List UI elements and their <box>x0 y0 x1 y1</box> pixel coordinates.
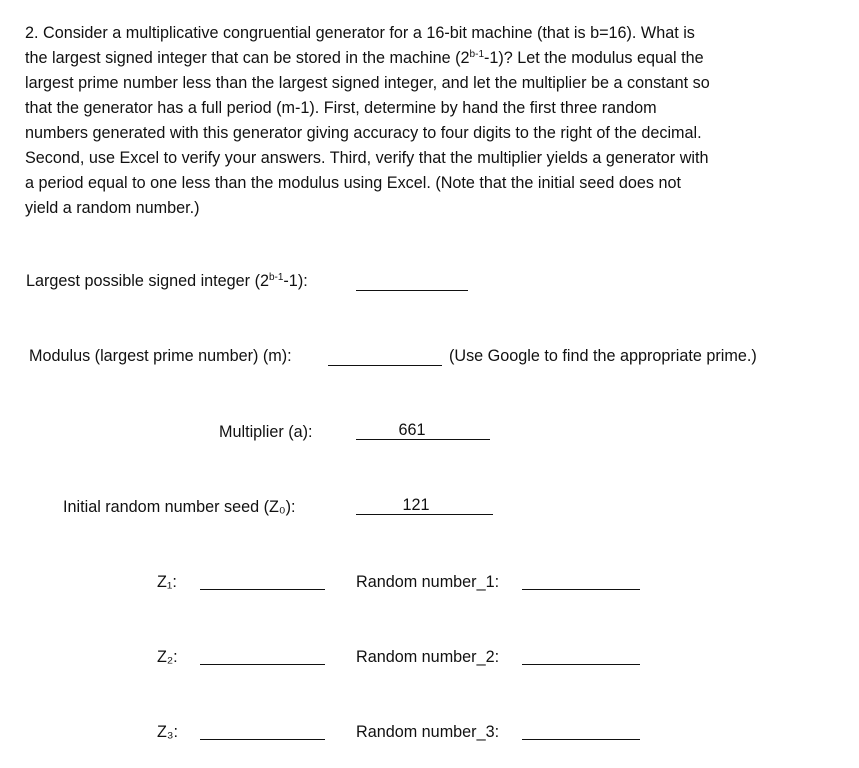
problem-number: 2. <box>25 24 39 42</box>
largest-int-blank[interactable] <box>356 290 468 291</box>
z3-label: Z₃: <box>157 723 178 741</box>
rn1-blank[interactable] <box>522 589 640 590</box>
problem-line-4: that the generator has a full period (m-1). First, determine by hand the first three random <box>25 99 657 117</box>
z1-blank[interactable] <box>200 589 325 590</box>
rn2-label: Random number_2: <box>356 648 500 666</box>
multiplier-label: Multiplier (a): <box>219 423 313 441</box>
z2-label: Z₂: <box>157 648 178 666</box>
z2-blank[interactable] <box>200 664 325 665</box>
z3-blank[interactable] <box>200 739 325 740</box>
rn3-label: Random number_3: <box>356 723 500 741</box>
seed-label: Initial random number seed (Z₀): <box>63 498 296 516</box>
problem-line-2-sup: b-1 <box>469 49 484 60</box>
largest-int-label: Largest possible signed integer (2$^{b-1}$-1): <box>26 272 308 290</box>
problem-line-5: numbers generated with this generator giving accuracy to four digits to the right of the decimal. <box>25 124 702 142</box>
problem-line-1: Consider a multiplicative congruential generator for a 16-bit machine (that is b=16). What is <box>43 24 695 42</box>
problem-line-3: largest prime number less than the largest signed integer, and let the multiplier be a constant so <box>25 74 710 92</box>
problem-line-2a: the largest signed integer that can be stored in the machine (2 <box>25 49 470 67</box>
rn1-label: Random number_1: <box>356 573 500 591</box>
seed-value: 121 <box>402 496 430 514</box>
problem-line-7: a period equal to one less than the modulus using Excel. (Note that the initial seed does not <box>25 174 682 192</box>
problem-line-8: yield a random number.) <box>25 199 200 217</box>
multiplier-value: 661 <box>398 421 426 439</box>
modulus-label: Modulus (largest prime number) (m): <box>29 347 292 365</box>
problem-line-6: Second, use Excel to verify your answers. Third, verify that the multiplier yields a generator with <box>25 149 709 167</box>
z1-label: Z₁: <box>157 573 177 591</box>
rn3-blank[interactable] <box>522 739 640 740</box>
problem-line-2b: -1)? Let the modulus equal the <box>484 49 704 67</box>
modulus-note: (Use Google to find the appropriate prime.) <box>449 347 757 365</box>
modulus-blank[interactable] <box>328 365 442 366</box>
problem-statement <box>25 21 825 221</box>
rn2-blank[interactable] <box>522 664 640 665</box>
